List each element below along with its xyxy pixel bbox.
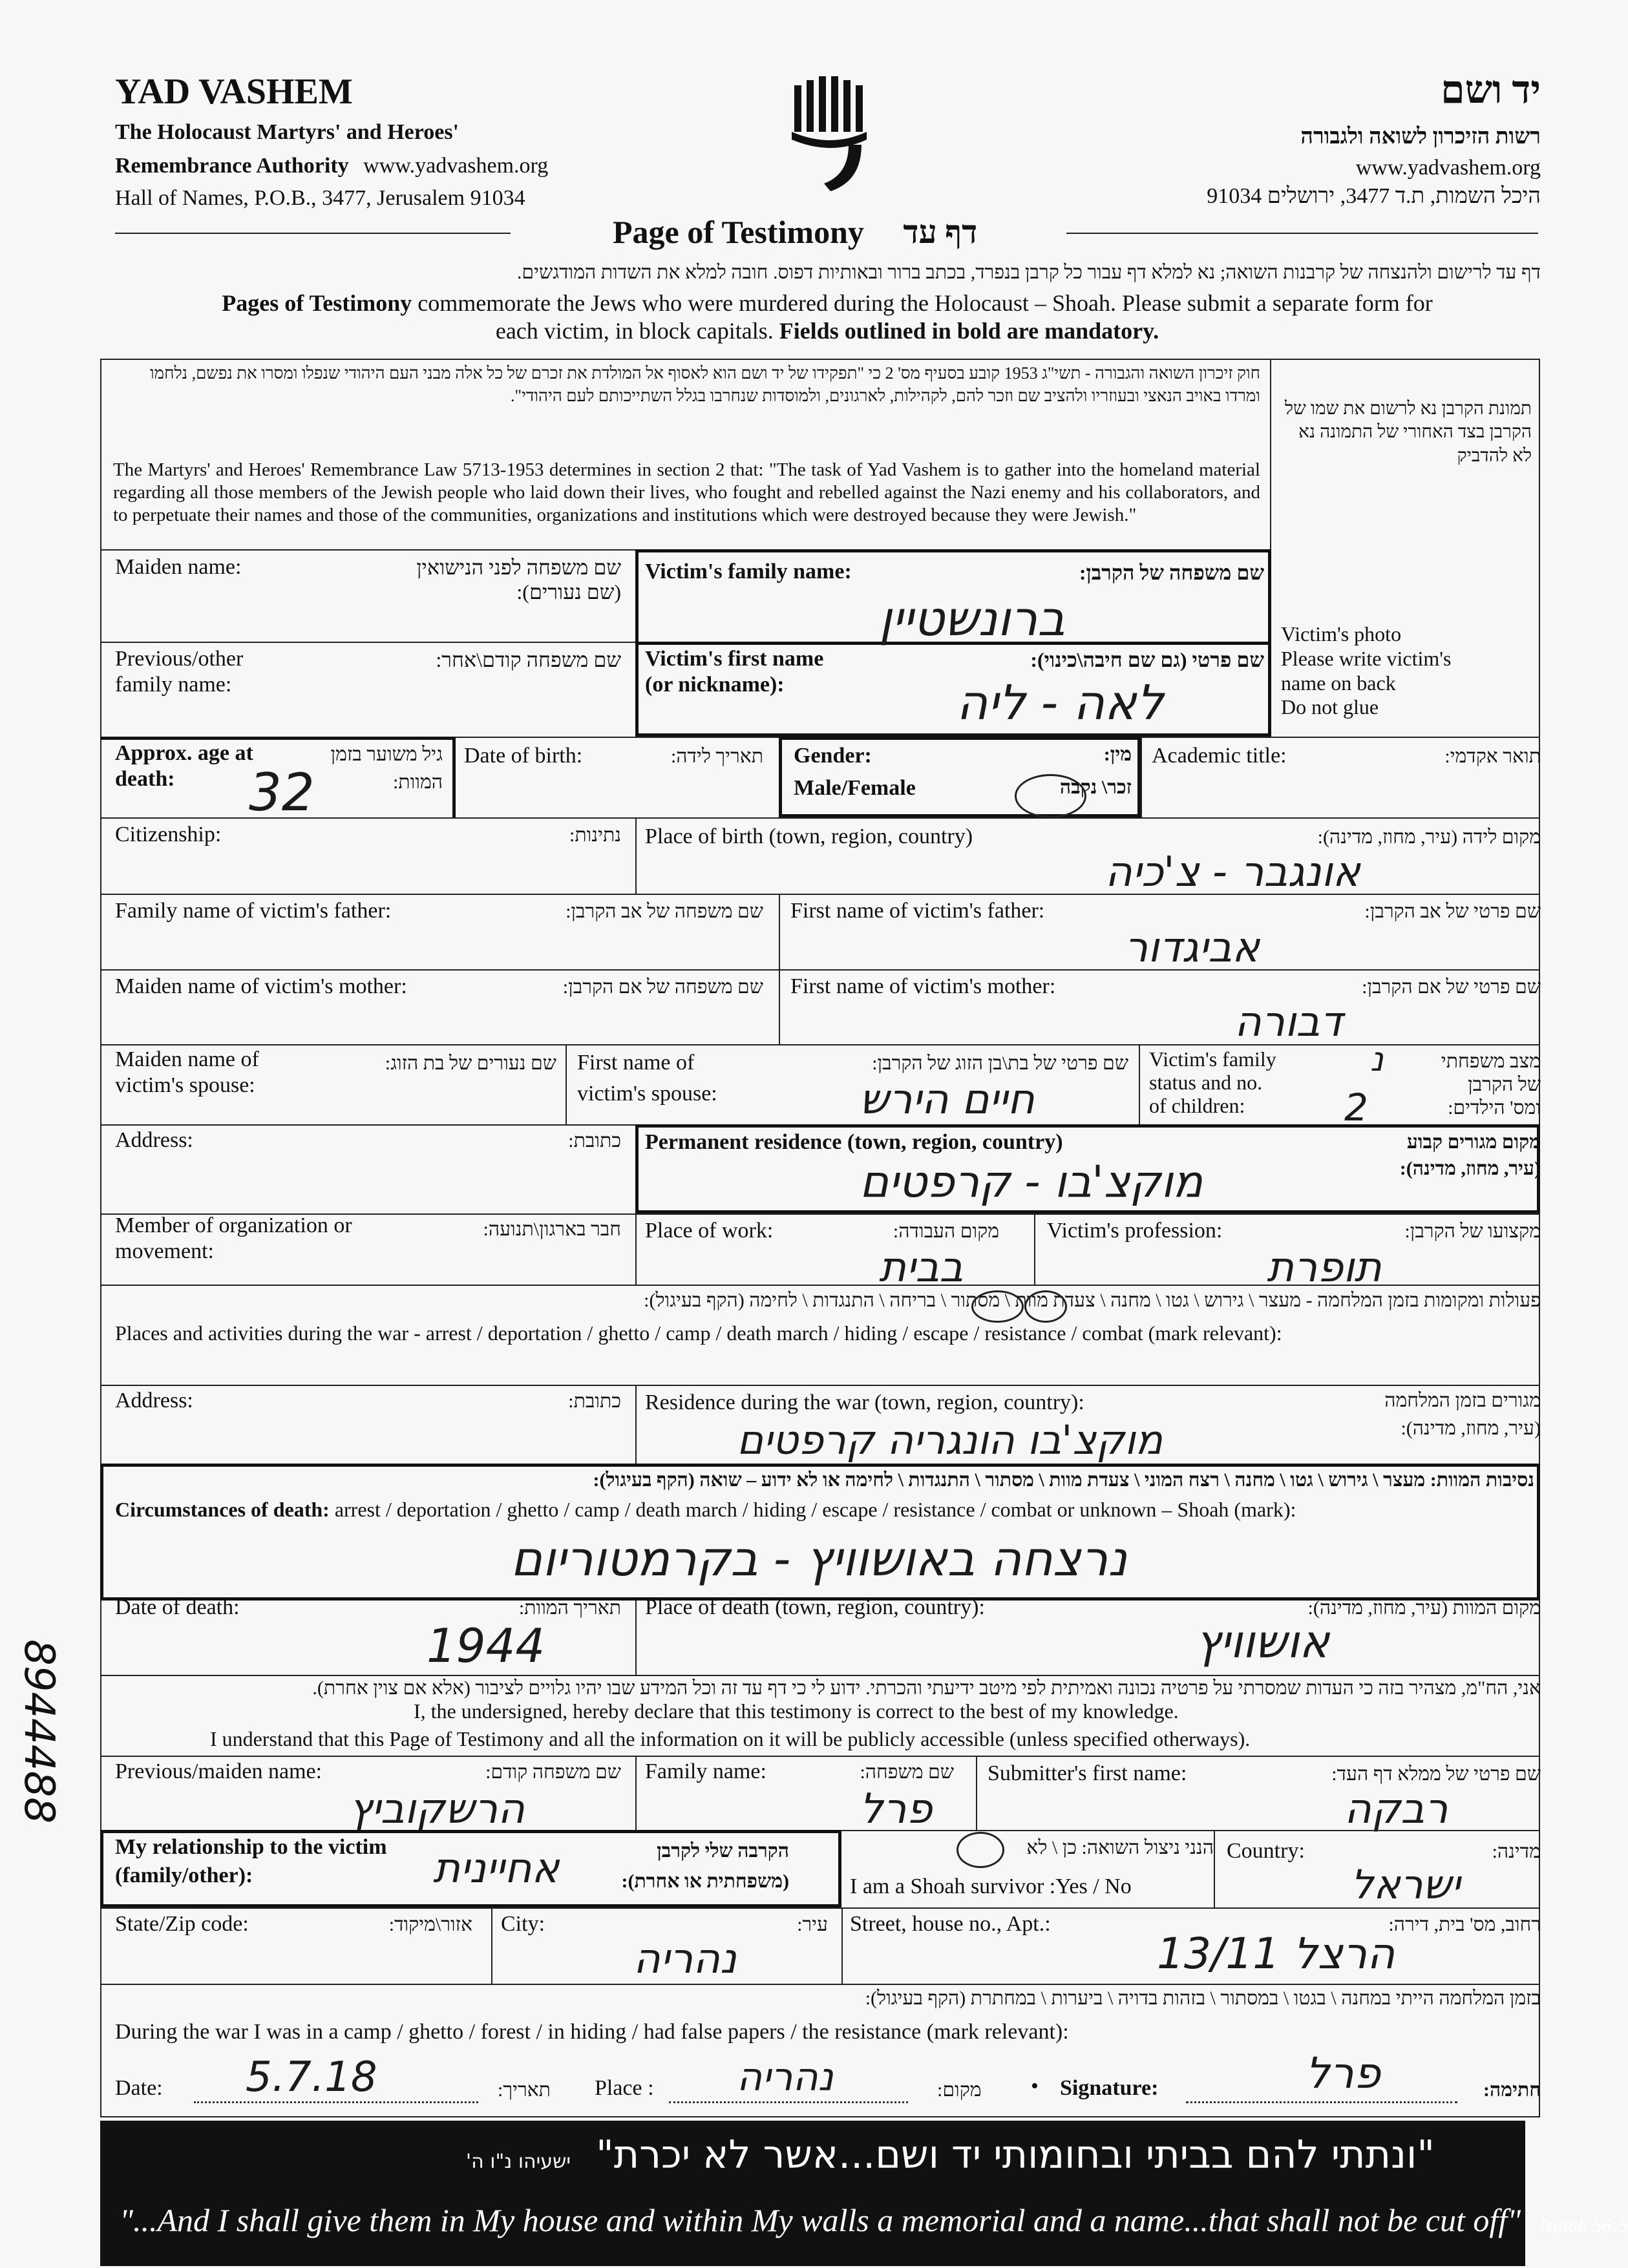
age-top [100,737,454,740]
rule-r13 [100,1675,1540,1676]
sub-family-label-en: Family name: [645,1759,766,1783]
signature-label-he: חתימה: [1483,2079,1541,2101]
age-label-he-1: גיל משוער בזמן [330,744,443,765]
family-status-label-he-1: מצב משפחתי [1441,1051,1541,1072]
rule-r14 [100,1756,1540,1757]
law-english: The Martyrs' and Heroes' Remembrance Law 5713-1953 determines in section 2 that: "The task of Yad Vashem is to gather into the homeland material regarding all those members of the Jewish people who laid down their lives, who fought and rebelled against the Nazi enemy and his collaborators, and to perpetuate their names and those of the communities, organizations and institutions which were destroyed because they were Jewish." [113,459,1260,525]
street-value[interactable]: הרצל 13/11 [1157,1929,1395,1979]
spouse-first-value[interactable]: חיים הירש [860,1076,1035,1124]
sub-first-label-he: שם פרטי של ממלא דף העד: [1331,1763,1541,1785]
div-city [841,1907,843,1984]
perm-res-label-he-2: (עיר, מחוז, מדינה): [1399,1158,1541,1180]
gender-label-en-2: Male/Female [794,776,916,801]
academic-label-en: Academic title: [1152,744,1287,768]
intro-english [97,289,1558,345]
relationship-label-en-1: My relationship to the victim [115,1835,387,1859]
pob-label-en: Place of birth (town, region, country) [645,824,973,848]
rule-r7 [100,1044,1540,1045]
profession-label-he: מקצועו של הקרבן: [1404,1221,1541,1242]
declaration-en-1: I, the undersigned, hereby declare that this testimony is correct to the best of my knowledge. [414,1699,1179,1723]
country-label-he: מדינה: [1492,1841,1541,1862]
spouse-first-label-en [577,1050,717,1107]
survivor-en: I am a Shoah survivor :Yes / No [850,1874,1132,1898]
family-status-value[interactable]: נ [1370,1040,1384,1079]
div-academic [1141,737,1142,817]
div-org [635,1213,637,1285]
gender-label-he-2: זכר\ נקבה [1059,777,1132,799]
street-label-he: רחוב, מס' בית, דירה: [1388,1914,1541,1935]
authority-line-en [115,153,548,179]
gender-female-circle [1015,774,1086,818]
intro-hebrew: דף עד לרישום ולהנצחה של קרבנות השואה; נא למלא דף עבור כל קרבן בנפרד, בכתב ברור ובאותיות דפוס. חובה למלא את השדות המודגשים. [516,262,1541,283]
family-status-label-en-3: of children: [1149,1093,1245,1117]
pod-label-en: Place of death (town, region, country): [645,1595,985,1619]
mother-first-label-he: שם פרטי של אם הקרבן: [1362,976,1541,998]
pob-value[interactable]: אונגבר - צ'כיה [1105,848,1360,896]
address-he: היכל השמות, ת.ד 3477, ירושלים 91034 [1207,184,1541,208]
perm-res-label-he-1: מקום מגורים קבוע [1406,1131,1541,1153]
circumstances-he: נסיבות המוות: מעצר \ גירוש \ גטו \ מחנה \ רצח המוני \ צעדת מוות \ מסתור \ התנגדות \ לחימה או לא ידוע – שואה (הקף בעיגול): [593,1469,1534,1491]
family-status-label-en-2: status and no. [1149,1070,1263,1094]
header-rule-left [115,233,511,234]
law-hebrew: חוק זיכרון השואה והגבורה - תשי"ג 1953 קובע בסעיף מס' 2 כי "תפקידו של יד ושם הוא לאסוף אל המולדת את זכרם של כל אלה מבני העם היהודי שנפלו ומסרו את נפשם, נלחמו ומרדו באויב הנאצי ובעוזריו ולהציב שם וזכר להם, לקהילות, לארגונים, ולמוסדות שנחרבו בגלל השתייכותם לעם היהודי". [150,364,1260,406]
sub-first-value[interactable]: רבקה [1344,1785,1448,1833]
survivor-he: הנני ניצול השואה: כן \ לא [1026,1837,1214,1858]
children-count-value[interactable]: 2 [1344,1086,1368,1129]
div-spouse-1 [566,1044,567,1124]
first-name-label-en [645,646,823,698]
date-label-he: תאריך: [498,2079,551,2101]
circumstances-value[interactable]: נרצחה באושוויץ - בקרמטוריום [511,1531,1127,1587]
family-status-label-he-3: ומס' הילדים: [1448,1097,1541,1118]
sub-prev-value[interactable]: הרשקוביץ [349,1785,525,1833]
photo-en [1281,622,1536,720]
perm-res-value[interactable]: מוקצ'בו - קרפטים [860,1157,1203,1208]
war-res-label-he [1384,1389,1541,1440]
profession-label-en: Victim's profession: [1047,1219,1223,1243]
sub-prev-label-en: Previous/maiden name: [115,1759,322,1783]
declaration-en-2: I understand that this Page of Testimony and all the information on it will be publicly accessible (unless specified otherways). [210,1727,1251,1750]
spouse-first-label-en-1: First name of [577,1051,695,1075]
relationship-label-he-2: (משפחתית או אחרת): [621,1870,789,1892]
intro-english-line2a: each victim, in block capitals. [495,318,779,344]
header-rule-right [1066,233,1538,234]
activity-camp-circle [971,1290,1024,1323]
war-res-value[interactable]: מוקצ'בו הונגריה קרפטים [737,1416,1163,1464]
family-name-label-he: שם משפחה של הקרבן: [1079,561,1264,584]
father-first-label-he: שם פרטי של אב הקרבן: [1364,901,1541,922]
photo-en-3: name on back [1281,671,1396,695]
div-citizenship [635,817,637,894]
place-label-en: Place : [595,2076,654,2100]
survivor-no-circle [957,1832,1004,1868]
city-label-en: City: [501,1912,545,1936]
page-title [613,213,977,251]
pob-label-he: מקום לידה (עיר, מחוז, מדינה): [1317,826,1541,848]
dot-separator: • [1031,2074,1039,2098]
div-rel-2 [1214,1830,1215,1907]
org-name-en: YAD VASHEM [115,72,353,112]
footer-hebrew [466,2132,1435,2178]
previous-name-label-en [115,646,243,698]
dod-value[interactable]: 1944 [427,1619,545,1673]
div-war [635,1385,637,1464]
perm-res-label-en: Permanent residence (town, region, country) [645,1130,1063,1154]
relationship-value[interactable]: אחיינית [433,1845,560,1893]
website-en[interactable]: www.yadvashem.org [363,154,549,178]
age-label-he-2: המוות: [392,772,443,793]
photo-en-1: Victim's photo [1281,622,1402,646]
spouse-maiden-label-en [115,1047,259,1098]
spouse-maiden-label-en-2: victim's spouse: [115,1073,255,1098]
first-name-label-en-1: Victim's first name [645,647,824,671]
address-label-he: כתובת: [568,1130,621,1151]
page-title-he: דף עד [903,214,978,250]
org-label-en-2: movement: [115,1239,214,1264]
activity-ghetto-circle [1024,1290,1067,1323]
previous-name-label-en-1: Previous/other [115,647,244,671]
father-first-value[interactable]: אביגדור [1125,924,1260,972]
dod-label-he: תאריך המוות: [518,1597,621,1619]
country-value[interactable]: ישראל [1351,1861,1461,1908]
intro-english-rest: commemorate the Jews who were murdered during the Holocaust – Shoah. Please submit a separate form for [412,290,1433,316]
dod-label-en: Date of death: [115,1595,240,1619]
mother-maiden-label-he: שם משפחה של אם הקרבן: [562,976,763,998]
work-label-en: Place of work: [645,1219,774,1243]
relationship-label-en-2: (family/other): [115,1864,253,1888]
zip-label-he: אזור\מיקוד: [388,1914,472,1935]
rule-r10 [100,1285,1540,1286]
org-subtitle-he: רשות הזיכרון לשואה ולגבורה [1300,125,1541,149]
page-title-en: Page of Testimony [613,214,864,250]
family-status-label-en-1: Victim's family [1149,1047,1276,1071]
footer-banner [100,2121,1628,2266]
rule-r6 [100,969,1540,971]
gender-label-en [794,743,916,801]
spouse-maiden-label-en-1: Maiden name of [115,1047,259,1071]
org-label-he: חבר בארגון\תנועה: [483,1219,621,1240]
maiden-name-label-he: שם משפחה לפני הנישואין (שם נעורים): [416,556,621,604]
div-sub-2 [976,1756,977,1830]
sub-prev-label-he: שם משפחה קודם: [485,1761,621,1783]
first-name-value[interactable]: לאה - ליה [957,675,1164,731]
sub-family-label-he: שם משפחה: [860,1761,954,1783]
relationship-label-he-1: הקרבה שלי לקרבן [657,1840,789,1862]
spouse-maiden-label-he: שם נעורים של בת הזוג: [385,1053,556,1074]
margin-record-number: 8944488 [15,1639,63,1824]
place-value[interactable]: נהריה [737,2055,834,2100]
rule-r17 [100,1984,1540,1985]
org-subtitle-en: The Holocaust Martyrs' and Heroes' [115,120,459,144]
authority-en: Remembrance Authority [115,154,349,178]
dob-label-en: Date of birth: [464,744,583,768]
work-value[interactable]: בבית [879,1244,964,1292]
signature-value[interactable]: פרל [1306,2048,1380,2098]
war-address-label-en: Address: [115,1389,193,1412]
family-status-label-he [1441,1050,1541,1120]
rule-r16 [100,1907,1540,1909]
photo-en-2: Please write victim's [1281,646,1452,670]
age-label-en-2: death: [115,767,175,792]
war-res-label-en: Residence during the war (town, region, country): [645,1391,1084,1414]
place-line [669,2101,908,2103]
div-sub-1 [635,1756,637,1830]
address-en: Hall of Names, P.O.B., 3477, Jerusalem 91034 [115,186,525,210]
footer-hebrew-ref: ישעיהו נ"ו ה' [465,2150,571,2173]
street-label-en: Street, house no., Apt.: [850,1912,1051,1936]
family-status-label-en [1149,1048,1276,1117]
intro-mandatory: Fields outlined in bold are mandatory. [779,318,1159,344]
war-res-label-he-1: מגורים בזמן המלחמה [1384,1390,1541,1411]
date-line [194,2101,478,2103]
sub-first-label-en: Submitter's first name: [988,1761,1187,1785]
sub-family-value[interactable]: פרל [860,1785,933,1833]
citizenship-label-he: נתינות: [569,824,621,846]
war-res-label-he-2: (עיר, מחוז, מדינה): [1401,1418,1541,1440]
war-status-en: During the war I was in a camp / ghetto / forest / in hiding / had false papers / the resistance (mark relevant): [115,2020,1069,2044]
org-label-en [115,1213,352,1265]
place-label-he: מקום: [937,2079,982,2101]
city-value[interactable]: נהריה [633,1935,737,1983]
footer-english-quote: "...And I shall give them in My house and within My walls a memorial and a name...that shall not be cut off" [120,2202,1521,2238]
signature-label-en: Signature: [1060,2076,1159,2100]
war-address-label-he: כתובת: [568,1391,621,1412]
org-name-he: יד ושם [1441,68,1541,111]
first-name-label-he: שם פרטי (גם שם חיבה\כינוי): [1030,648,1264,671]
perm-res-label-he [1400,1131,1541,1181]
city-label-he: עיר: [797,1914,828,1935]
father-family-label-he: שם משפחה של אב הקרבן: [566,901,763,922]
footer-english [120,2201,1628,2239]
rule-r2-left [100,642,637,643]
div-spouse-2 [1139,1044,1140,1124]
family-name-label-en: Victim's family name: [645,560,852,583]
maiden-name-label-en: Maiden name: [115,555,242,579]
website-he[interactable]: www.yadvashem.org [1355,156,1541,180]
intro-english-lead: Pages of Testimony [222,290,412,316]
div-death [635,1601,637,1675]
circumstances-en [115,1498,1537,1522]
activities-en: Places and activities during the war - arrest / deportation / ghetto / camp / death march / hiding / escape / resistance / combat (mark relevant): [115,1321,1282,1345]
work-label-he: מקום העבודה: [893,1221,999,1242]
age-right [452,737,456,817]
rule-r11 [100,1385,1540,1386]
address-label-en: Address: [115,1128,193,1152]
father-first-label-en: First name of victim's father: [790,899,1045,923]
circumstances-en-bold: Circumstances of death: [115,1498,330,1521]
mother-first-label-en: First name of victim's mother: [790,974,1056,998]
div-work [1034,1213,1035,1285]
relationship-label-he [621,1836,789,1896]
pod-value[interactable]: אושוויץ [1196,1615,1330,1668]
spouse-first-label-en-2: victim's spouse: [577,1082,717,1106]
date-label-en: Date: [115,2076,163,2100]
country-label-en: Country: [1227,1839,1305,1863]
citizenship-label-en: Citizenship: [115,823,222,846]
family-name-value[interactable]: ברונשטיין [879,591,1066,647]
father-family-label-en: Family name of victim's father: [115,899,392,923]
family-status-label-he-2: של הקרבן [1468,1074,1541,1095]
date-value[interactable]: 5.7.18 [246,2053,377,2101]
rule-r4 [100,817,1540,819]
age-label-en [115,740,253,792]
footer-hebrew-quote: "ונתתי להם בביתי ובחומותי יד ושם...אשר לא יכרת" [596,2132,1435,2178]
photo-he: תמונת הקרבן נא לרשום את שמו של הקרבן בצד האחורי של התמונה נא לא להדביק [1284,399,1532,466]
previous-name-label-he: שם משפחה קודם\אחר: [436,648,621,671]
declaration-he: אני, הח"מ, מצהיר בזה כי העדות שמסרתי על פרטיה נכונה ואמיתית לפי מיטב ידיעתי והכרתי. ידוע לי כי דף עד זה וכל המידע שבו יהיו גלויים לציבור (אלא אם צוין אחרת). [312,1677,1541,1699]
academic-label-he: תואר אקדמי: [1444,746,1541,767]
yad-vashem-logo [785,72,876,195]
circumstances-en-rest: arrest / deportation / ghetto / camp / death march / hiding / escape / resistance / combat or unknown – Shoah (mark): [329,1498,1296,1521]
previous-name-label-en-2: family name: [115,673,232,697]
first-name-label-en-2: (or nickname): [645,673,785,697]
war-status-he: בזמן המלחמה הייתי במחנה \ בגטו \ במסתור \ בזהות בדויה \ ביערות \ במחתרת (הקף בעיגול): [865,1988,1541,2009]
profession-value[interactable]: תופרת [1267,1244,1382,1292]
activities-he: פעולות ומקומות בזמן המלחמה - מעצר \ גירוש \ גטו \ מחנה \ צעדת מוות \ מסתור \ בריחה \ התנגדות \ לחימה (הקף בעיגול): [644,1290,1541,1311]
age-value[interactable]: 32 [249,762,315,823]
org-label-en-1: Member of organization or [115,1213,352,1237]
age-label-en-1: Approx. age at [115,741,253,765]
mother-maiden-label-en: Maiden name of victim's mother: [115,974,407,998]
dob-label-he: תאריך לידה: [670,746,763,767]
pod-label-he: מקום המוות (עיר, מחוז, מדינה): [1307,1597,1541,1619]
zip-label-en: State/Zip code: [115,1912,249,1936]
rule-r5 [100,894,1540,895]
spouse-first-label-he: שם פרטי של בת\בן הזוג של הקרבן: [872,1053,1128,1074]
gender-label-en-1: Gender: [794,744,872,768]
relationship-label-en [115,1833,387,1890]
photo-en-4: Do not glue [1281,695,1379,719]
signature-line [1186,2101,1457,2103]
footer-english-ref: Isaiah 56:5 [1539,2214,1628,2236]
div-zip [491,1907,492,1984]
gender-label-he-1: מין: [1103,744,1132,765]
mother-first-value[interactable]: דבורה [1234,998,1343,1046]
